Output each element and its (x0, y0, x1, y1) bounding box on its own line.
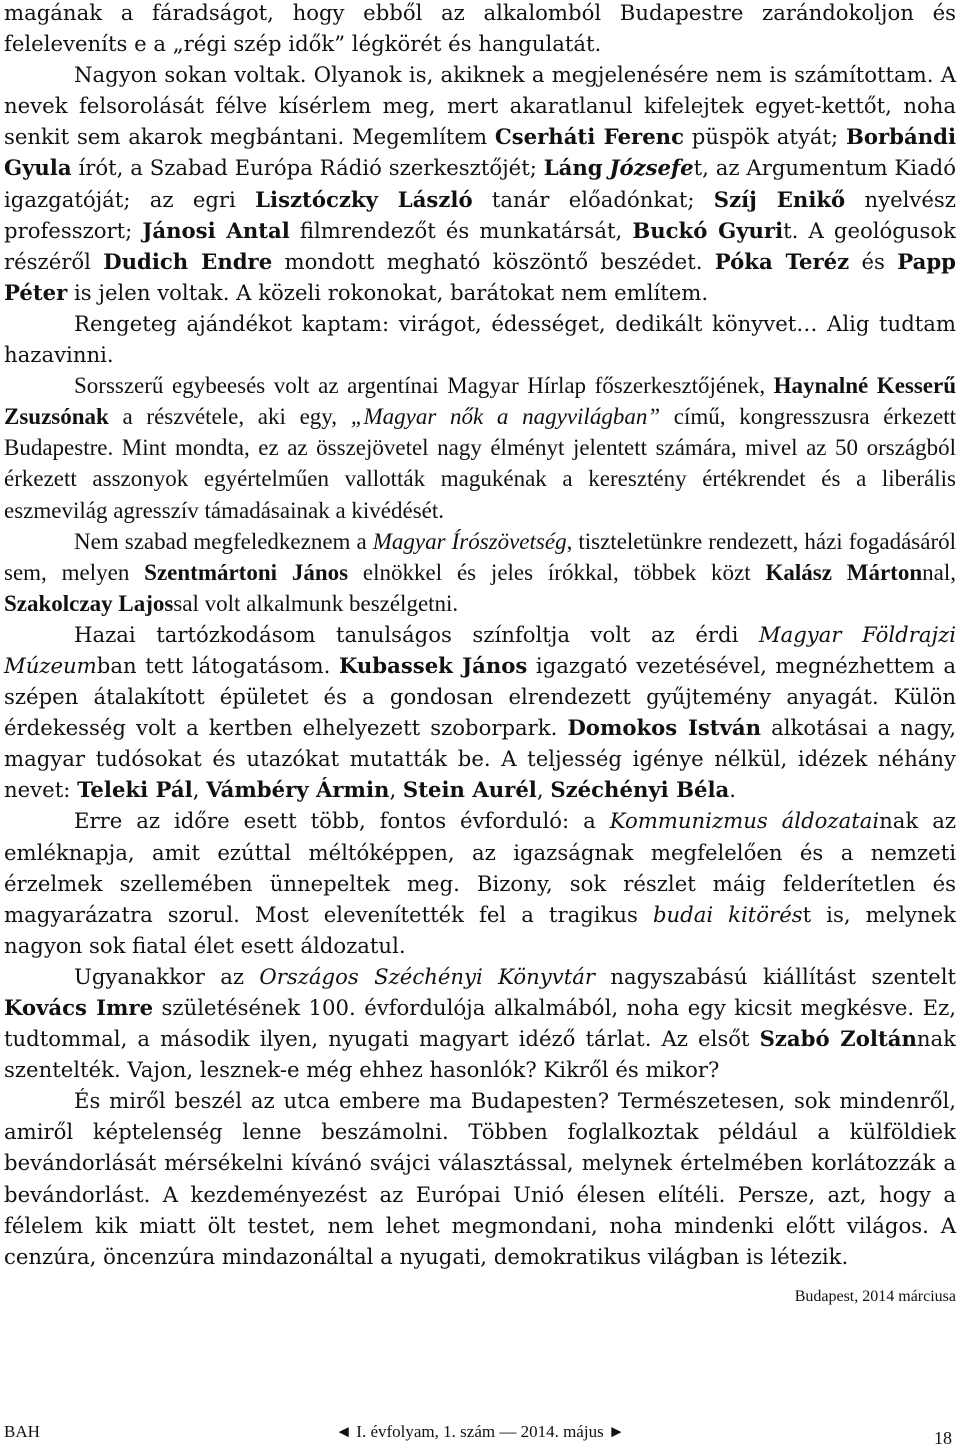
text: Nem szabad megfeledkeznem a (74, 528, 373, 554)
text: című, kongresszusra érkezett Budapestre. Mint mondta, ez az összejövetel nagy élményt jelentett számára, mivel az 50 országból érkezett asszonyok egyértelműen vallották magukénak a keresztény értékrendet és a liberális eszmevilág agresszív támadásainak a kivédését. (4, 404, 956, 523)
paragraph-4 (4, 370, 956, 525)
person-name: Láng (543, 155, 603, 181)
text: mondott megható köszöntő beszédet. (272, 248, 715, 274)
text: t. A geológusok részéről (4, 217, 956, 274)
publication-brand: BAH (4, 1422, 40, 1441)
paragraph-7 (4, 805, 956, 960)
person-name: Kalász Márton (765, 559, 923, 585)
person-name: Teleki Pál (77, 777, 193, 803)
page-footer (4, 1419, 956, 1449)
text: nal, (922, 559, 956, 585)
text: magának a fáradságot, hogy ebből az alkalomból Budapestre zarándokoljon és feleleveníts e a „régi szép idők” légkörét és hangulatát. (4, 0, 956, 57)
text: nak szentelték. Vajon, lesznek-e még ehhez hasonlók? Kikről és mikor? (4, 1026, 956, 1083)
text: , (192, 777, 207, 803)
person-name: Jánosi Antal (142, 217, 290, 243)
text: filmrendezőt és munkatársát, (289, 217, 633, 243)
text: születésének 100. évfordulója alkalmából, noha egy kicsit megkésve. Ez, tudtommal, a második ilyen, nyugati magyart idéző tárlat. Az elsőt (4, 995, 956, 1052)
person-name: Buckó Gyuri (632, 217, 784, 243)
person-name: Dudich Endre (103, 248, 273, 274)
person-name: Haynalné Kesserű Zsuzsónak (4, 373, 957, 430)
paragraph-5 (4, 526, 956, 619)
italic-title: Magyar Írószövetség (372, 528, 567, 554)
italic-title: Magyar Földrajzi Múzeum (4, 621, 956, 678)
text: és (849, 248, 898, 274)
issue-info (4, 1422, 956, 1442)
paragraph-6 (4, 619, 956, 806)
text: , (389, 777, 403, 803)
person-name: Papp Péter (4, 248, 956, 305)
text: sal volt alkalmunk beszélgetni. (173, 590, 459, 616)
text: elnökkel és jeles írókkal, többek közt (348, 559, 766, 585)
paragraph-1 (4, 0, 956, 59)
text: tanár előadónkat; (472, 186, 714, 212)
paragraph-9 (4, 1085, 956, 1305)
person-name: Szentmártoni János (144, 559, 349, 585)
text: ban tett látogatásom. (96, 652, 339, 678)
paragraph-8 (4, 961, 956, 1085)
text: nyelvész professzort; (4, 186, 956, 243)
text: püspök atyát; (684, 124, 846, 150)
text: , tiszteletünkre rendezett, házi fogadásáról sem, melyen (4, 528, 956, 585)
text: Ugyanakkor az (74, 963, 260, 989)
text: És miről beszél az utca embere ma Budapesten? Természetesen, sok mindenről, amiről képtelenség lenne beszámolni. Többen foglalkoztak például a külföldiek bevándorlását mérsékelni kívánó svájci választással, melynek értelmében korlátozzák a bevándorlást. A kezdeményezést az Európai Unió élesen elítéli. Persze, azt, hogy a félelem kik miatt ölt testet, nem lehet megmondani, noha mindenki előtt világos. A cenzúra, öncenzúra mindazonáltal a nyugati, demokratikus világban is létezik. (4, 1088, 956, 1269)
italic-title: Országos Széchényi Könyvtár (259, 963, 596, 989)
prev-page-arrow-icon[interactable]: ◄ (335, 1422, 353, 1441)
text: igazgató vezetésével, megnézhettem a szépen átalakított épületet és a gondosan elrendezett gyűjtemény anyagát. Külön érdekesség volt a kertben elhelyezett szoborpark. (4, 652, 956, 741)
person-name: Póka Teréz (714, 248, 850, 274)
text: a részvétele, aki egy, (108, 404, 351, 430)
italic-title: Kommunizmus áldozatai (609, 808, 880, 834)
text: Sorsszerű egybeesés volt az argentínai Magyar Hírlap főszerkesztőjének, (74, 373, 774, 399)
person-name: Stein Aurél (402, 777, 537, 803)
italic-title: budai kitörés (652, 901, 803, 927)
page-number: 18 (934, 1428, 952, 1448)
text: alkotásai a nagy, magyar tudósokat és utazókat mutatták be. A teljesség igénye nélkül, idézek néhány nevet: (4, 715, 956, 803)
person-name: Széchényi Béla (550, 777, 730, 803)
text: is jelen voltak. A közeli rokonokat, barátokat nem említem. (67, 279, 709, 305)
person-name: Domokos István (567, 715, 762, 741)
text: . (729, 777, 736, 803)
text: nak az emléknapja, amit ezúttal méltóképpen, az igazságnak megfelelően és a nemzeti érzelmek szellemében ünnepeltek meg. Bizony, sok részlet máig felderítetlen és magyarázatra szorul. Most elevenítették fel a tragikus (4, 808, 956, 927)
paragraph-3 (4, 308, 956, 370)
text: Nagyon sokan voltak. Olyanok is, akiknek a megjelenésére nem is számítottam. A nevek felsorolását félve kísérlem meg, mert akaratlanul kifelejtek egyet-kettőt, noha senkit sem akarok megbántani. Megemlítem (4, 62, 956, 150)
dateline-signature: Budapest, 2014 márciusa (794, 1287, 956, 1305)
person-name: Cserháti Ferenc (494, 124, 684, 150)
text: t, az Argumentum Kiadó igazgatóját; az egri (4, 155, 956, 212)
text: nagyszabású kiállítást szentelt (595, 963, 956, 989)
person-name: Borbándi Gyula (4, 124, 956, 181)
italic-title: „Magyar nők a nagyvilágban” (350, 404, 661, 430)
person-name: Kovács Imre (4, 995, 154, 1020)
person-name: Lisztóczky László (255, 186, 473, 212)
person-name: Kubassek János (338, 652, 528, 678)
text: , (536, 777, 551, 803)
text: Hazai tartózkodásom tanulságos színfoltja volt az érdi (74, 621, 759, 647)
article-body (4, 0, 956, 1312)
text: írót, a Szabad Európa Rádió szerkesztőjét; (71, 155, 544, 181)
person-name: Szabó Zoltán (759, 1026, 917, 1052)
text: Rengeteg ajándékot kaptam: virágot, édességet, dedikált könyvet… Alig tudtam hazavinni. (4, 310, 956, 368)
text: t is, melynek nagyon sok fiatal élet esett áldozatul. (4, 901, 956, 958)
paragraph-2 (4, 59, 956, 308)
next-page-arrow-icon[interactable]: ► (607, 1422, 625, 1441)
person-name: Szíj Enikő (713, 186, 846, 212)
issue-label: I. évfolyam, 1. szám — 2014. május (356, 1422, 604, 1441)
person-name: Józsefe (609, 155, 694, 181)
person-name: Szakolczay Lajos (4, 590, 174, 616)
text: Erre az időre esett több, fontos évforduló: a (74, 808, 610, 834)
person-name: Vámbéry Ármin (206, 777, 390, 803)
